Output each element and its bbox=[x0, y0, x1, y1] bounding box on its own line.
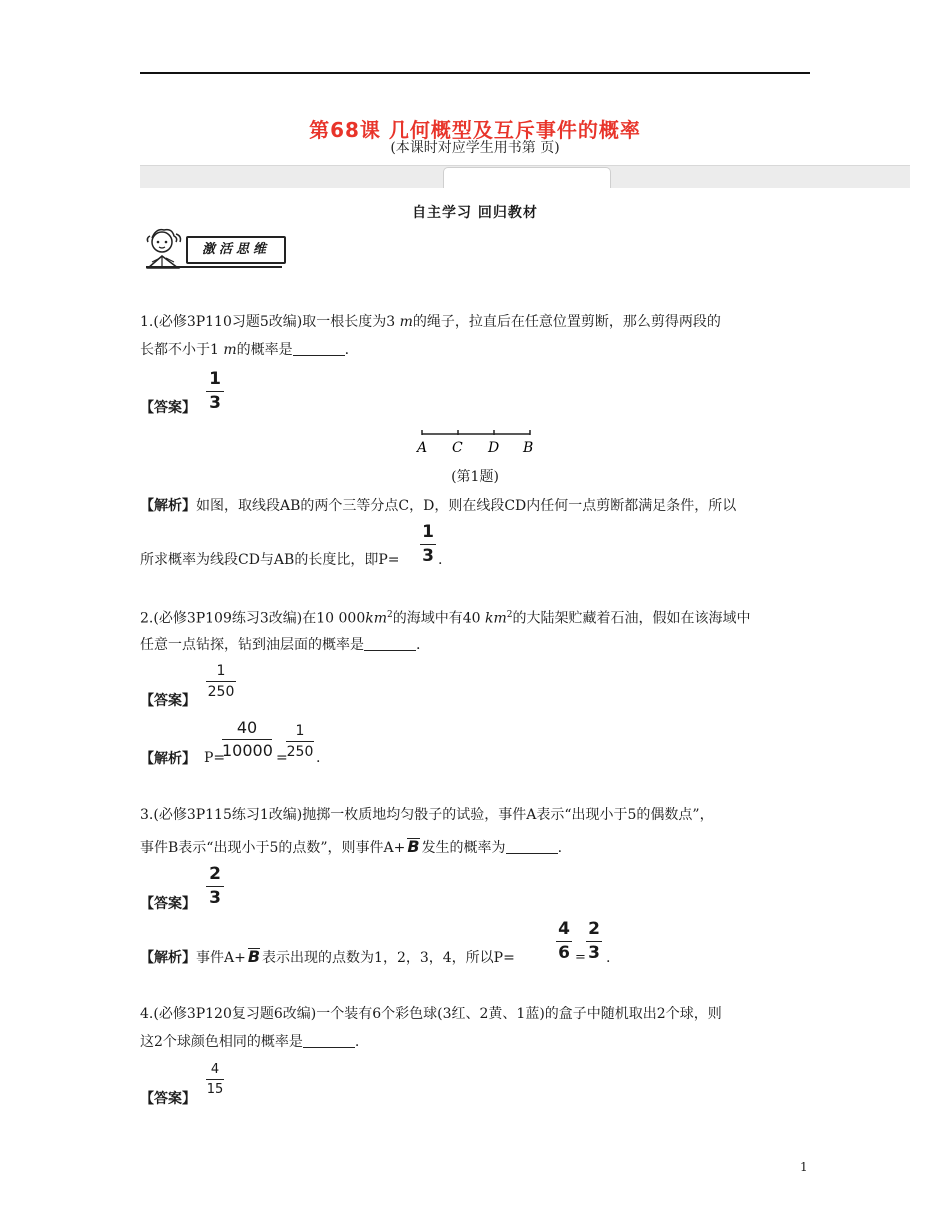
denominator: 10000 bbox=[222, 741, 273, 760]
denominator: 6 bbox=[558, 943, 570, 963]
badge-underline bbox=[146, 266, 282, 268]
q3-text: 发生的概率为 bbox=[421, 840, 506, 856]
analysis-text: 如图，取线段AB的两个三等分点C，D，则在线段CD内任何一点剪断都满足条件，所以 bbox=[196, 498, 737, 514]
q1-analysis bbox=[140, 496, 812, 516]
analysis-text: 表示出现的点数为1，2，3，4，所以P= bbox=[262, 950, 515, 966]
q2-answer-label: 【答案】 bbox=[140, 693, 196, 709]
numerator: 2 bbox=[588, 919, 600, 939]
q4-stem-line2 bbox=[140, 1032, 812, 1052]
q2-stem-line2 bbox=[140, 635, 812, 655]
q2-superscript: 2 bbox=[506, 610, 513, 620]
q2-stem bbox=[140, 605, 812, 629]
analysis-label: 【解析】 bbox=[140, 498, 196, 514]
numerator: 4 bbox=[210, 1062, 220, 1077]
analysis-label: 【解析】 bbox=[140, 950, 196, 966]
q1-text: 1.(必修3P110习题5改编)取一根长度为3 bbox=[140, 314, 400, 330]
q4-stem bbox=[140, 1004, 812, 1024]
answer-blank bbox=[293, 341, 345, 356]
point-label: A bbox=[417, 440, 428, 456]
q3-text: . bbox=[557, 840, 563, 856]
q2-text: 任意一点钻探，钻到油层面的概率是 bbox=[140, 637, 364, 653]
q1-text: 长都不小于1 bbox=[140, 342, 224, 358]
denominator: 250 bbox=[286, 744, 314, 760]
lesson-title: 第68课 几何概型及互斥事件的概率 bbox=[309, 118, 641, 142]
q2-analysis-text: P= bbox=[204, 750, 226, 766]
q3-stem-line2 bbox=[140, 838, 812, 858]
q1-analysis-line2 bbox=[140, 546, 812, 570]
numerator: 1 bbox=[422, 522, 434, 542]
q1-text: 的概率是 bbox=[236, 342, 293, 358]
q4-answer-fraction bbox=[206, 1063, 224, 1096]
q1-stem-line2 bbox=[140, 340, 812, 360]
denominator: 3 bbox=[588, 943, 600, 963]
fraction-bar bbox=[286, 741, 314, 742]
q1-stem bbox=[140, 312, 812, 332]
q1-text: . bbox=[344, 342, 350, 358]
q3-text: 事件B表示“出现小于5的点数”，则事件A+ bbox=[140, 840, 406, 856]
fraction-bar bbox=[206, 886, 224, 887]
fraction-bar bbox=[586, 941, 602, 942]
q3-analysis-fraction-1 bbox=[556, 921, 572, 962]
q1-analysis-fraction bbox=[420, 524, 436, 565]
q2-text: 2.(必修3P109练习3改编)在10 000 bbox=[140, 610, 366, 627]
denominator: 3 bbox=[209, 888, 221, 908]
analysis-end: . bbox=[606, 950, 611, 966]
answer-blank bbox=[364, 636, 416, 651]
fraction-bar bbox=[420, 544, 436, 545]
segment-figure bbox=[412, 428, 542, 456]
numerator: 4 bbox=[558, 919, 570, 939]
denominator: 15 bbox=[206, 1082, 224, 1097]
q2-text: 的海域中有40 bbox=[392, 610, 485, 627]
q4-text: . bbox=[354, 1034, 360, 1050]
analysis-end: . bbox=[316, 750, 321, 766]
equals-sign: = bbox=[575, 950, 586, 965]
top-rule bbox=[140, 72, 810, 74]
answer-blank bbox=[303, 1033, 355, 1048]
q4-text: 4.(必修3P120复习题6改编)一个装有6个彩色球(3红、2黄、1蓝)的盒子中随机取出2个球，则 bbox=[140, 1006, 722, 1022]
activate-thinking-badge bbox=[140, 228, 285, 276]
b-complement: B bbox=[247, 947, 261, 966]
analysis-text: 事件A+ bbox=[196, 950, 246, 966]
fraction-bar bbox=[556, 941, 572, 942]
q4-answer-label: 【答案】 bbox=[140, 1091, 196, 1107]
header-tab bbox=[443, 167, 611, 188]
q2-unit: km bbox=[365, 610, 387, 627]
fraction-bar bbox=[222, 739, 272, 740]
denominator: 3 bbox=[209, 393, 221, 413]
q2-analysis-label: 【解析】 bbox=[140, 751, 196, 767]
lesson-subtitle: (本课时对应学生用书第 页) bbox=[390, 140, 560, 156]
q3-text: 3.(必修3P115练习1改编)抛掷一枚质地均匀骰子的试验，事件A表示“出现小于5的偶数点”， bbox=[140, 807, 714, 823]
q2-analysis-fraction-1 bbox=[222, 720, 272, 759]
q2-text: . bbox=[416, 637, 421, 653]
numerator: 1 bbox=[216, 663, 226, 679]
page-number: 1 bbox=[800, 1160, 808, 1174]
q3-answer-fraction bbox=[206, 866, 224, 907]
fraction-bar bbox=[206, 681, 236, 682]
q1-answer-fraction bbox=[206, 371, 224, 412]
numerator: 40 bbox=[236, 718, 258, 737]
b-complement: B bbox=[407, 837, 420, 856]
equals-sign: = bbox=[276, 750, 288, 766]
analysis-end: . bbox=[438, 552, 443, 568]
figure-caption: (第1题) bbox=[451, 469, 499, 485]
q4-text: 这2个球颜色相同的概率是 bbox=[140, 1034, 303, 1050]
q2-answer-fraction bbox=[206, 664, 236, 699]
q2-text: 的大陆架贮藏着石油，假如在该海域中 bbox=[512, 610, 751, 627]
point-label: B bbox=[523, 440, 534, 456]
q2-unit: km bbox=[485, 610, 507, 627]
q3-stem bbox=[140, 805, 812, 825]
q3-analysis-fraction-2 bbox=[586, 921, 602, 962]
q3-analysis bbox=[140, 948, 812, 968]
answer-blank bbox=[506, 839, 558, 854]
numerator: 1 bbox=[209, 369, 221, 389]
numerator: 2 bbox=[209, 864, 221, 884]
point-label: C bbox=[452, 440, 463, 456]
q3-answer-label: 【答案】 bbox=[140, 896, 196, 912]
section-heading: 自主学习 回归教材 bbox=[412, 205, 538, 221]
q1-text: 的绳子，拉直后在任意位置剪断，那么剪得两段的 bbox=[412, 314, 721, 330]
fraction-bar bbox=[206, 1079, 224, 1080]
denominator: 250 bbox=[207, 684, 235, 700]
point-label: D bbox=[488, 440, 500, 456]
badge-label: 激活思维 bbox=[186, 236, 286, 264]
fraction-bar bbox=[206, 391, 224, 392]
numerator: 1 bbox=[295, 723, 305, 739]
q2-analysis-fraction-2 bbox=[286, 724, 314, 759]
q1-answer-label: 【答案】 bbox=[140, 400, 196, 416]
q1-unit: m bbox=[223, 342, 237, 358]
q2-superscript: 2 bbox=[387, 610, 393, 620]
q1-unit: m bbox=[399, 314, 413, 330]
analysis-text: 所求概率为线段CD与AB的长度比，即P= bbox=[140, 552, 400, 568]
denominator: 3 bbox=[422, 546, 434, 566]
